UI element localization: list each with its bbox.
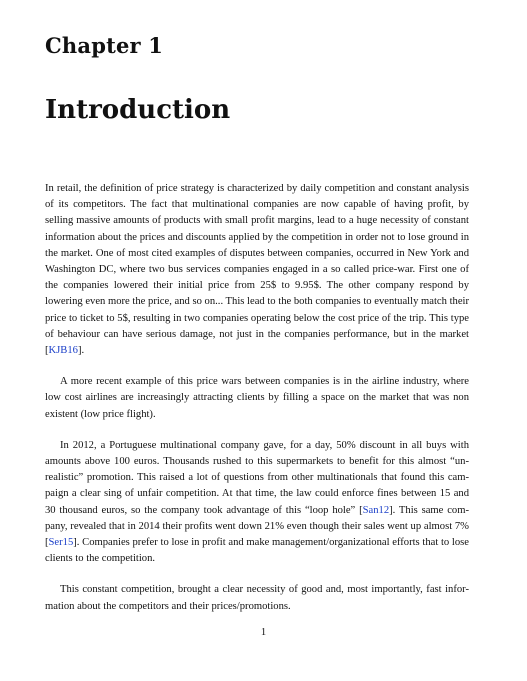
chapter-title: Introduction [45, 95, 231, 125]
page-number: 1 [260, 627, 267, 638]
paragraph-3-text-a: In 2012, a Portuguese multinational company gave, for a day, 50% discount in all buys with amounts above 100 euros. Thousands rushed to this supermarkets to benefit for this almost “un-realistic” promotion. This raised a lot of questions from other multinationals that found this cam-paign a clear sing of unfair competition. At that time, the law could enforce fines between 15 and 30 thousand euros, so the company took advantage of this “loop hole” [ [45, 439, 469, 516]
paragraph-1-text-b: ]. [77, 345, 85, 357]
paragraph-3-text-c: ]. Companies prefer to lose in profit and make management/organizational efforts that to lose clients to the competition. [45, 537, 469, 565]
citation-link-san12[interactable]: San12 [362, 504, 390, 516]
chapter-label: Chapter 1 [45, 33, 164, 58]
citation-link-kjb16[interactable]: KJB16 [48, 345, 78, 357]
paragraph-3-text-b: ]. This same com-pany, revealed that in 2014 their profits went down 21% even though their sales went up almost 7% [ [45, 504, 469, 549]
body-text [45, 181, 469, 630]
paragraph-1 [45, 181, 469, 359]
paragraph-2: A more recent example of this price wars between companies is in the airline industry, where low cost airlines are increasingly attracting clients by filling a space on the market that was non existent (low price flight). [45, 376, 469, 420]
paragraph-3 [45, 438, 469, 568]
paragraph-4: This constant competition, brought a clear necessity of good and, most importantly, fast infor-mation about the competitors and their prices/promotions. [45, 584, 469, 612]
citation-link-ser15[interactable]: Ser15 [48, 537, 74, 549]
paragraph-1-text-a: In retail, the definition of price strategy is characterized by daily competition and constant analysis of its competitors. The fact that multinational companies are now capable of having profit, by selling massive amounts of products with small profit margins, lead to a huge necessity of constant information about the prices and discounts applied by the competition in order not to lose ground in the market. One of most cited examples of disputes between companies, occurred in New York and Washington DC, where two bus services companies engaged in a so called price-war. First one of the companies lowered their initial price from 25$ to 9.95$. The other company respond by lowering even more the price, and so on... This lead to the both companies to eventually match their price to ticket to 5$, resulting in two companies operating below the cost price of the trip. This type of behaviour can have serious damage, not just in the companies performance, but in the market [ [45, 183, 469, 357]
